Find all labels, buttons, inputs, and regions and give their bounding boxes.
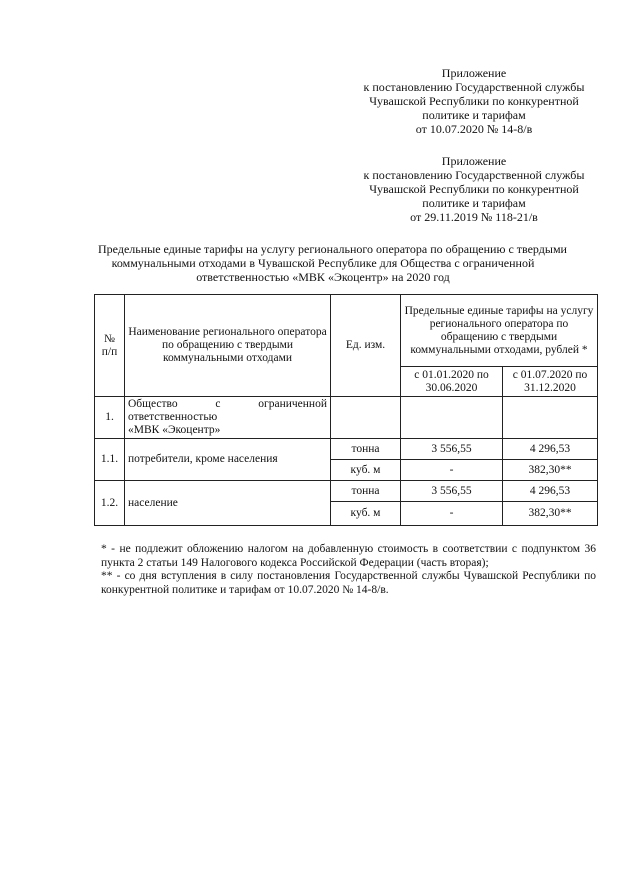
appendix-header-current [362, 66, 586, 136]
title-line: ответственностью «МВК «Экоцентр» на 2020 год [196, 270, 450, 284]
appendix-line: от 10.07.2020 № 14-8/в [415, 122, 533, 136]
cell-number: 1.2. [95, 481, 125, 526]
cell-unit: тонна [331, 481, 401, 502]
cell-number: 1.1. [95, 439, 125, 481]
document-title [98, 242, 567, 284]
title-line: Предельные единые тарифы на услугу регионального оператора по обращению с твердыми [98, 242, 567, 256]
cell-tariff-period-1: - [401, 460, 503, 481]
cell-tariff-period-1: 3 556,55 [401, 439, 503, 460]
table-row [95, 481, 598, 502]
cell-number: 1. [95, 397, 125, 439]
cell-empty [331, 397, 401, 439]
cell-unit: куб. м [331, 502, 401, 526]
header-tariff: Предельные единые тарифы на услугу регионального оператора по обращению с твердыми коммунальными отходами, рублей * [401, 295, 598, 367]
appendix-line: Приложение [441, 154, 507, 168]
cell-empty [503, 397, 598, 439]
header-period-1: с 01.01.2020 по 30.06.2020 [401, 367, 503, 397]
appendix-header-previous [362, 154, 586, 224]
appendix-line: Приложение [441, 66, 507, 80]
appendix-line: к постановлению Государственной службы [363, 168, 585, 182]
org-name-word: Общество [128, 398, 178, 410]
table-row-organization [95, 397, 598, 439]
org-name-word: с [215, 398, 221, 410]
cell-tariff-period-2: 4 296,53 [503, 481, 598, 502]
footnotes [101, 543, 596, 597]
appendix-line: Чувашской Республики по конкурентной [369, 94, 579, 108]
header-period-2: с 01.07.2020 по 31.12.2020 [503, 367, 598, 397]
appendix-line: к постановлению Государственной службы [363, 80, 585, 94]
appendix-line: от 29.11.2019 № 118-21/в [410, 210, 538, 224]
title-line: коммунальными отходами в Чувашской Республике для Общества с ограниченной [111, 256, 535, 270]
cell-empty [401, 397, 503, 439]
footnote-effective-date: ** - со дня вступления в силу постановления Государственной службы Чувашской Республики по конкурентной политике и тарифам от 10.07.2020 № 14-8/в. [101, 570, 596, 596]
org-name-word: ограниченной [258, 398, 327, 410]
header-operator-name: Наименование регионального оператора по обращению с твердыми коммунальными отходами [125, 295, 331, 397]
cell-unit: тонна [331, 439, 401, 460]
cell-organization-name [125, 397, 331, 439]
cell-tariff-period-2: 382,30** [503, 502, 598, 526]
cell-tariff-period-1: 3 556,55 [401, 481, 503, 502]
appendix-line: политике и тарифам [422, 108, 526, 122]
appendix-line: Чувашской Республики по конкурентной [369, 182, 579, 196]
appendix-line: политике и тарифам [422, 196, 526, 210]
cell-unit: куб. м [331, 460, 401, 481]
header-number: № п/п [95, 295, 125, 397]
footnote-vat: * - не подлежит обложению налогом на добавленную стоимость в соответствии с подпунктом 36 пункта 2 статьи 149 Налогового кодекса Российской Федерации (часть вторая); [101, 543, 596, 569]
org-name-line: ответственностью [128, 411, 218, 423]
cell-tariff-period-1: - [401, 502, 503, 526]
table-row [95, 439, 598, 460]
cell-tariff-period-2: 382,30** [503, 460, 598, 481]
cell-tariff-period-2: 4 296,53 [503, 439, 598, 460]
tariff-table [94, 294, 598, 526]
cell-consumer-group: потребители, кроме населения [125, 439, 331, 481]
org-name-line: «МВК «Экоцентр» [128, 424, 221, 436]
header-unit: Ед. изм. [331, 295, 401, 397]
table-header-row [95, 295, 598, 367]
cell-consumer-group: население [125, 481, 331, 526]
